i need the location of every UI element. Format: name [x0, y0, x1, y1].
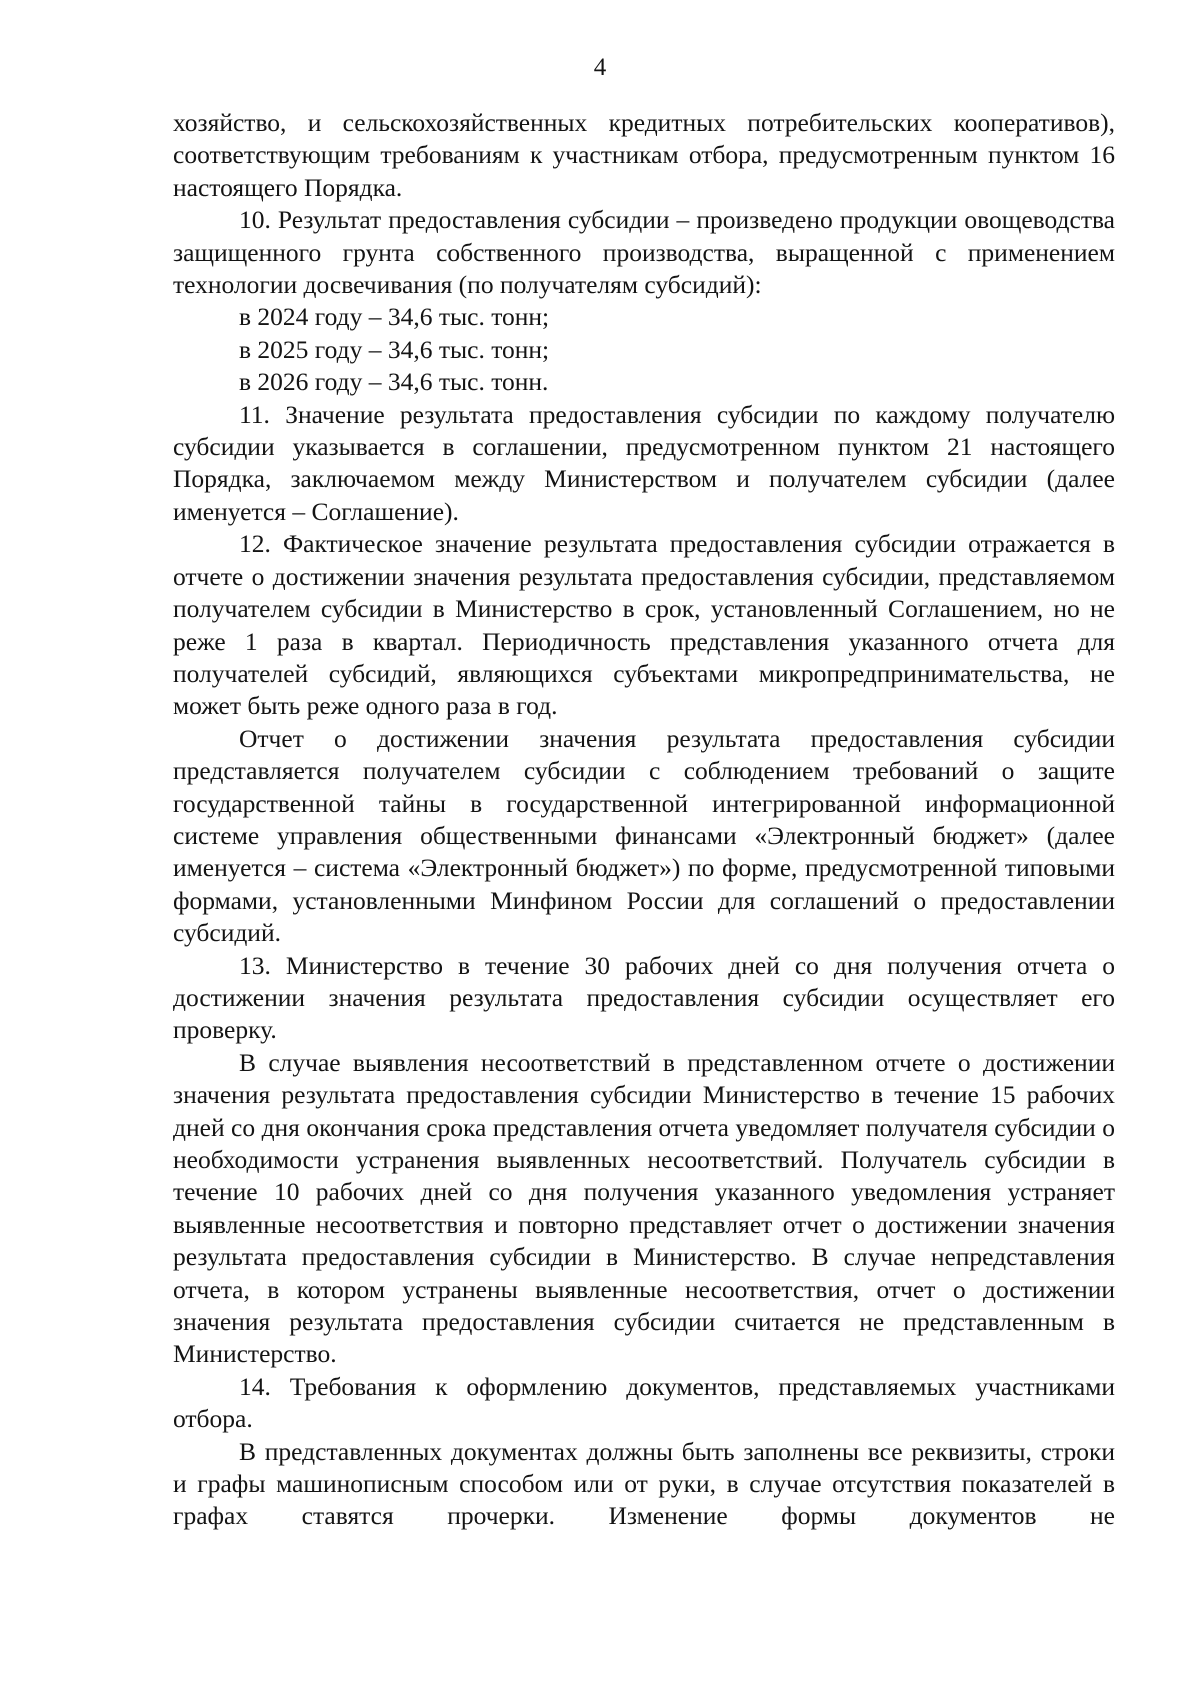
result-2024: в 2024 году – 34,6 тыс. тонн; — [239, 302, 550, 332]
paragraph-documents: В представленных документах должны быть заполнены все реквизиты, строки и графы машинописным способом или от руки, в случае отсутствия показателей в графах ставятся прочерки. Изменение формы документов не — [173, 1436, 1115, 1531]
paragraph-13: 13. Министерство в течение 30 рабочих дней со дня получения отчета о достижении значения результата предоставления субсидии осуществляет его проверку. — [173, 950, 1115, 1045]
page-number: 4 — [593, 54, 607, 81]
paragraph-continuation: хозяйство, и сельскохозяйственных кредитных потребительских кооперативов), соответствующим требованиям к участникам отбора, предусмотренным пунктом 16 настоящего Порядка. — [173, 108, 1115, 202]
paragraph-14: 14. Требования к оформлению документов, представляемых участниками отбора. — [173, 1371, 1115, 1434]
paragraph-10: 10. Результат предоставления субсидии – произведено продукции овощеводства защищенного грунта собственного производства, выращенной с применением технологии досвечивания (по получателям субсидий): — [173, 205, 1115, 300]
paragraph-discrepancies: В случае выявления несоответствий в представленном отчете о достижении значения результата предоставления субсидии Министерство в течение 15 рабочих дней со дня окончания срока представления отчета уведомляет получателя субсидии о необходимости устранения выявленных несоответствий. Получатель субсидии в течение 10 рабочих дней со дня получения указанного уведомления устраняет выявленные несоответствия и повторно представляет отчет о достижении значения результата предоставления субсидии в Министерство. В случае непредставления отчета, в котором устранены выявленные несоответствия, отчет о достижении значения результата предоставления субсидии считается не представленным в Министерство. — [173, 1047, 1115, 1369]
document-body — [173, 107, 1115, 1533]
paragraph-11: 11. Значение результата предоставления субсидии по каждому получателю субсидии указывается в соглашении, предусмотренном пунктом 21 настоящего Порядка, заключаемом между Министерством и получателем субсидии (далее именуется – Соглашение). — [173, 399, 1115, 526]
result-2025: в 2025 году – 34,6 тыс. тонн; — [239, 334, 550, 364]
result-2026: в 2026 году – 34,6 тыс. тонн. — [239, 367, 549, 397]
paragraph-12: 12. Фактическое значение результата предоставления субсидии отражается в отчете о достижении значения результата предоставления субсидии, представляемом получателем субсидии в Министерство в срок, установленный Соглашением, но не реже 1 раза в квартал. Периодичность представления указанного отчета для получателей субсидий, являющихся субъектами микропредпринимательства, не может быть реже одного раза в год. — [173, 529, 1115, 721]
paragraph-report: Отчет о достижении значения результата предоставления субсидии представляется получателем субсидии с соблюдением требований о защите государственной тайны в государственной интегрированной информационной системе управления общественными финансами «Электронный бюджет» (далее именуется – система «Электронный бюджет») по форме, предусмотренной типовыми формами, установленными Минфином России для соглашений о предоставлении субсидий. — [173, 723, 1115, 948]
